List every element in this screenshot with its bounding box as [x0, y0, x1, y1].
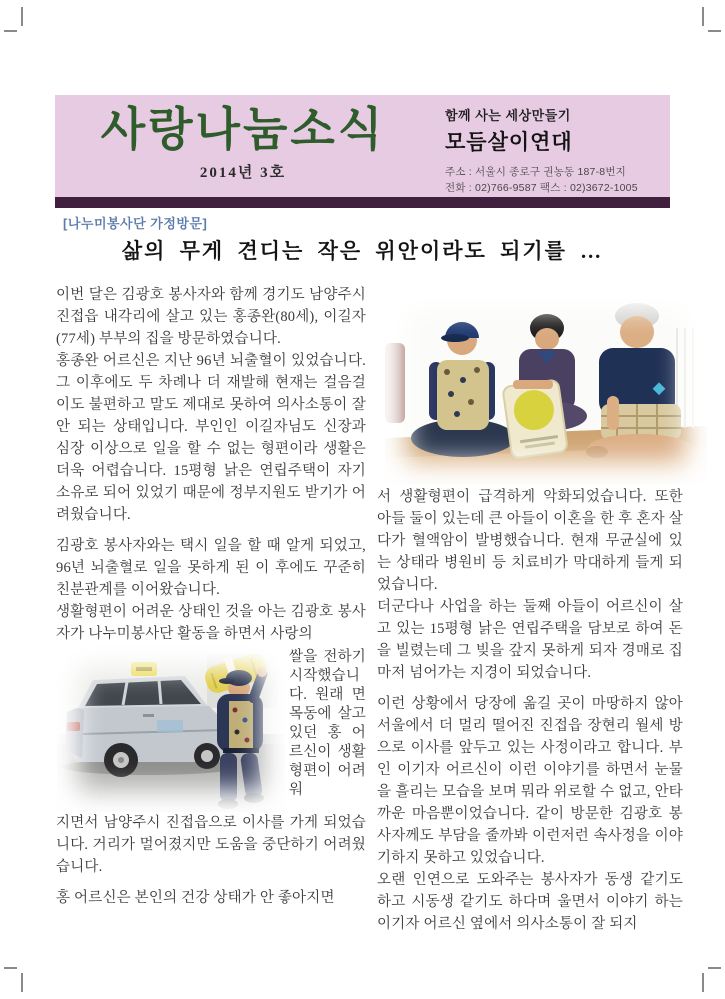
paragraph: 더군다나 사업을 하는 둘째 아들이 어르신이 살고 있는 15평형 낡은 연립주택을 담보로 하여 돈을 빌렸는데 그 빚을 갚지 못하게 되자 경매로 집마저 넘어가는 지경이 되었습니다.	[377, 599, 683, 681]
org-tagline: 함께 사는 세상만들기	[445, 108, 571, 123]
crop-mark-bottom-right-v	[702, 973, 704, 992]
paragraph: 이번 달은 김광호 봉사자와 함께 경기도 남양주시 진접읍 내각리에 살고 있는 홍종완(80세), 이길자(77세) 부부의 집을 방문하였습니다.	[56, 287, 366, 347]
crop-mark-top-right-h	[708, 30, 721, 32]
masthead	[55, 95, 670, 197]
newsletter-title: 사랑나눔소식	[100, 102, 386, 156]
family-photo-illustration	[385, 288, 707, 484]
crop-mark-top-right-v	[702, 7, 704, 26]
section-label: [나누미봉사단 가정방문]	[63, 216, 208, 231]
right-column	[377, 486, 683, 935]
rice-bag	[502, 379, 567, 458]
paragraph: 홍종완 어르신은 지난 96년 뇌출혈이 있었습니다. 그 이후에도 두 차례나 더 재발해 현재는 걸음걸이도 불편하고 말도 제대로 못하여 의사소통이 잘 안 되는 상태입니다. 부인인 이길자님도 신장과 심장 이상으로 일을 할 수 없는 형편이라 생활은 더욱 어렵습니다. 15평형 낡은 연립주택이 자기 소유로 되어 있었기 때문에 정부지원도 받기가 어려웠습니다.	[56, 353, 366, 523]
left-column-upper	[56, 284, 366, 645]
crop-mark-bottom-left-h	[4, 967, 17, 969]
org-phone-fax: 전화 : 02)766-9587 팩스 : 02)3672-1005	[445, 181, 638, 194]
taxi-photo-illustration	[57, 646, 285, 812]
paragraph: 지면서 남양주시 진접읍으로 이사를 가게 되었습니다. 거리가 멀어졌지만 도움을 중단하기 어려웠습니다.	[56, 815, 366, 875]
left-column-lower	[56, 812, 366, 909]
crop-mark-bottom-left-v	[21, 973, 23, 992]
taxi-volunteer-photo	[57, 646, 285, 812]
paragraph: 서 생활형편이 급격하게 악화되었습니다. 또한 아들 둘이 있는데 큰 아들이 이혼을 한 후 혼자 살다가 혈액암이 발병했습니다. 현재 무균실에 있는 상태라 병원비 등 치료비가 막대하게 들게 되었습니다.	[377, 489, 683, 593]
home-visit-family-photo	[385, 288, 707, 484]
tail-lamp	[67, 722, 80, 731]
crop-mark-top-left-v	[21, 7, 23, 26]
paragraph: 이런 상황에서 당장에 옮길 곳이 마땅하지 않아 서울에서 더 멀리 떨어진 진접읍 장현리 월세 방으로 이사를 앞두고 있는 사정이라고 합니다. 부인 이기자 어르신이 이런 이야기를 하면서 눈물을 흘리는 모습을 보며 뭐라 위로할 수 없고, 안타까운 마음뿐이었습니다. 같이 방문한 김광호 봉사자께도 부담을 줄까봐 이런저런 속사정을 이야기하지 못하고 있었습니다.	[377, 696, 683, 866]
chair-arm	[385, 343, 405, 423]
organization-block	[445, 105, 665, 212]
paragraph: 홍 어르신은 본인의 건강 상태가 안 좋아지면	[56, 890, 335, 906]
paragraph: 쌀을 전하기 시작했습니다. 원래 면목동에 살고 있던 홍 어르신이 생활 형편이 어려워	[289, 649, 366, 798]
org-address: 주소 : 서울시 종로구 권농동 187-8번지	[445, 166, 627, 178]
issue-number: 2014년 3호	[199, 165, 287, 181]
crop-mark-bottom-right-h	[708, 967, 721, 969]
crop-mark-top-left-h	[4, 30, 17, 32]
paragraph: 생활형편이 어려운 상태인 것을 아는 김광호 봉사자가 나누미봉사단 활동을 하면서 사랑의	[56, 604, 366, 642]
paragraph: 김광호 봉사자와는 택시 일을 할 때 알게 되었고, 96년 뇌출혈로 일을 못하게 된 이 후에도 꾸준히 친분관계를 이어왔습니다.	[56, 538, 366, 598]
masthead-divider-bar	[55, 197, 670, 208]
paragraph: 오랜 인연으로 도와주는 봉사자가 동생 같기도 하고 시동생 같기도 하다며 울면서 이야기 하는 이기자 어르신 옆에서 의사소통이 잘 되지	[377, 872, 683, 932]
org-name: 모듬살이연대	[445, 131, 573, 154]
article-headline: 삶의 무게 견디는 작은 위안이라도 되기를 …	[121, 239, 604, 263]
patterned-vest	[229, 701, 253, 748]
left-column-beside-photo	[289, 648, 366, 800]
